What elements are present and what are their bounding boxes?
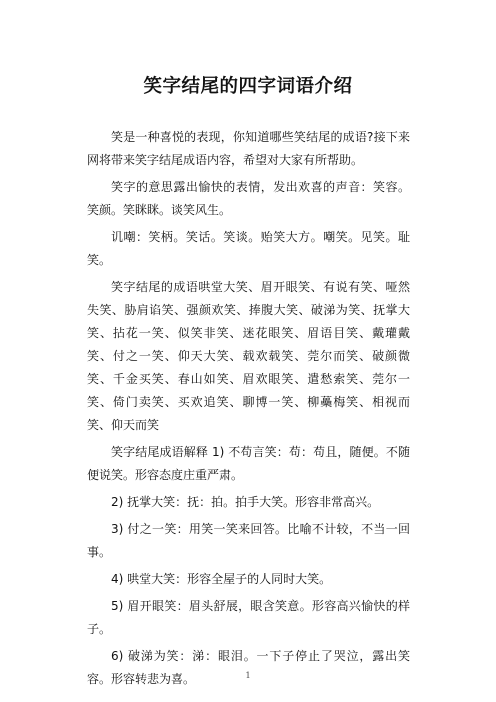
paragraph-explanation-1: 笑字结尾成语解释 1) 不苟言笑：苟：苟且，随便。不随便说笑。形容态度庄重严肃。 [87, 445, 410, 482]
paragraph-idiom-list: 笑字结尾的成语哄堂大笑、眉开眼笑、有说有笑、哑然失笑、胁肩谄笑、强颜欢笑、捧腹大笑、破涕为笑、抚掌大笑、拈花一笑、似笑非笑、迷花眼笑、眉语目笑、戴瓘戴笑、付之一笑、仰天大笑、载欢载笑、莞尔而笑、破颜微笑、千金买笑、春山如笑、眉欢眼笑、遣愁索笑、莞尔一笑、倚门卖笑、买欢追笑、聊博一笑、柳蘽梅笑、相视而笑、仰天而笑 [87, 280, 410, 432]
paragraph-explanation-2: 2) 抚掌大笑：抚：拍。拍手大笑。形容非常高兴。 [111, 495, 380, 509]
paragraph-meaning: 笑字的意思露出愉快的表情，发出欢喜的声音：笑容。笑颜。笑眯眯。谈笑风生。 [87, 180, 410, 217]
document-title: 笑字结尾的四字词语介绍 [143, 76, 353, 97]
paragraph-mockery: 讥嘲：笑柄。笑话。笑谈。贻笑大方。嘲笑。见笑。耻笑。 [87, 230, 410, 267]
page-number: 1 [245, 671, 251, 680]
paragraph-explanation-5: 5) 眉开眼笑：眉头舒展，眼含笑意。形容高兴愉快的样子。 [87, 599, 410, 636]
paragraph-explanation-4: 4) 哄堂大笑：形容全屋子的人同时大笑。 [111, 572, 332, 586]
paragraph-intro: 笑是一种喜悦的表现，你知道哪些笑结尾的成语?接下来 网将带来笑字结尾成语内容，希望对大家有所帮助。 [87, 130, 410, 167]
document-body [87, 126, 410, 695]
paragraph-explanation-3: 3) 付之一笑：用笑一笑来回答。比喻不计较，不当一回事。 [87, 522, 410, 559]
paragraph-explanation-6: 6) 破涕为笑：涕：眼泪。一下子停止了哭泣，露出笑容。形容转悲为喜。 [87, 649, 410, 686]
